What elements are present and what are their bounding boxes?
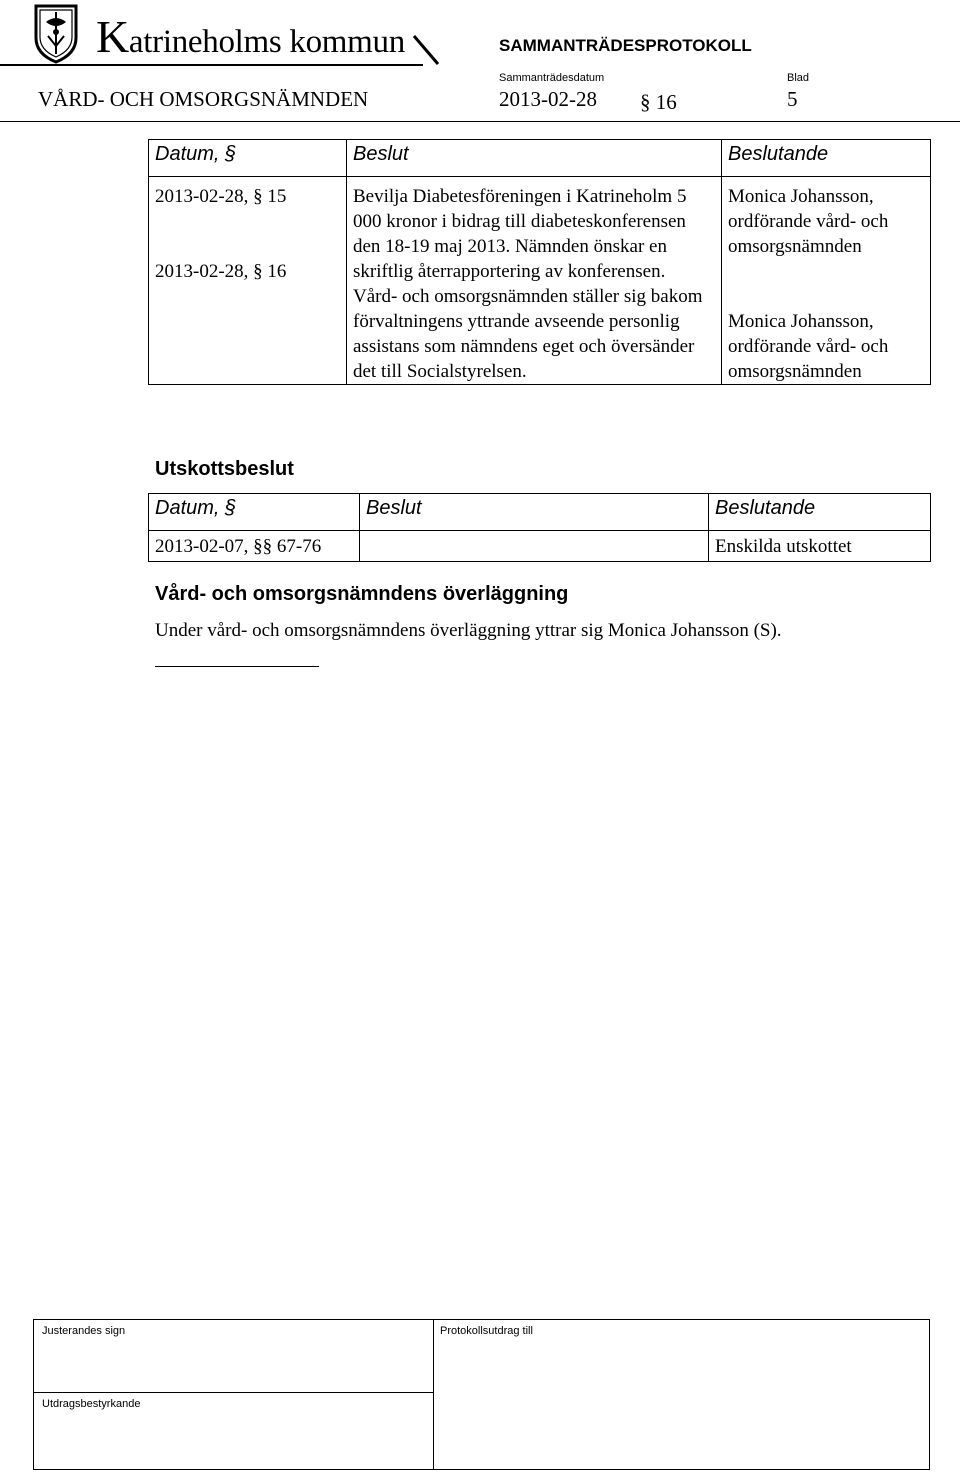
header-line	[0, 64, 93, 66]
column-header-decided-by: Beslutande	[722, 140, 931, 177]
page-label: Blad	[787, 72, 810, 84]
municipal-coat-of-arms-logo	[32, 2, 80, 64]
decision-cells-text	[347, 177, 722, 385]
end-rule	[155, 666, 319, 667]
column-header-decision: Beslut	[347, 140, 722, 177]
column-header-date: Datum, §	[149, 494, 360, 531]
paragraph-number: § 16	[640, 90, 677, 114]
table-header-row	[149, 494, 931, 531]
committee-decision-date: 2013-02-07, §§ 67-76	[149, 531, 360, 562]
committee-decided-by: Enskilda utskottet	[709, 531, 931, 562]
decided-by: Monica Johansson, ordförande vård- och omsorgsnämnden	[728, 186, 889, 257]
header-rule	[0, 121, 960, 122]
decisions-table	[148, 139, 931, 385]
signature-box	[33, 1319, 930, 1470]
meeting-date-label: Sammanträdesdatum	[499, 72, 605, 84]
decision-text: Bevilja Diabetesföreningen i Katrineholm 5 000 kronor i bidrag till diabeteskonferensen den 18-19 maj 2013. Nämnden önskar en skriftlig återrapportering av konferensen.	[353, 186, 687, 282]
document-type: SAMMANTRÄDESPROTOKOLL	[499, 36, 752, 55]
meeting-date: 2013-02-28	[499, 87, 597, 111]
committee-decisions-heading: Utskottsbeslut	[155, 458, 294, 480]
extract-to-label: Protokollsutdrag till	[440, 1325, 533, 1337]
table-row	[149, 177, 931, 385]
decision-date: 2013-02-28, § 15	[155, 186, 287, 207]
header-slash-decoration	[412, 34, 442, 66]
table-row	[149, 531, 931, 562]
decided-by: Monica Johansson, ordförande vård- och omsorgsnämnden	[728, 311, 889, 382]
signature-box-divider	[33, 1392, 433, 1393]
decision-cells-decided-by	[722, 177, 931, 385]
page-number: 5	[787, 87, 798, 111]
decision-cells-date	[149, 177, 347, 385]
column-header-date: Datum, §	[149, 140, 347, 177]
municipality-name: Katrineholms kommun	[96, 11, 405, 62]
committee-decisions-table	[148, 493, 931, 562]
deliberation-heading: Vård- och omsorgsnämndens överläggning	[155, 583, 569, 605]
adjuster-sign-label: Justerandes sign	[42, 1325, 126, 1337]
committee-decision-text	[360, 531, 709, 562]
extract-certification-label: Utdragsbestyrkande	[42, 1398, 141, 1410]
header-line	[93, 64, 423, 66]
committee-name: VÅRD- OCH OMSORGSNÄMNDEN	[38, 87, 369, 111]
column-header-decision: Beslut	[360, 494, 709, 531]
decision-date: 2013-02-28, § 16	[155, 261, 287, 282]
column-header-decided-by: Beslutande	[709, 494, 931, 531]
table-header-row	[149, 140, 931, 177]
decision-text: Vård- och omsorgsnämnden ställer sig bakom förvaltningens yttrande avseende personlig assistans som nämndens eget och översänder det till Socialstyrelsen.	[353, 286, 703, 382]
signature-box-divider	[433, 1319, 434, 1470]
deliberation-text: Under vård- och omsorgsnämndens överläggning yttrar sig Monica Johansson (S).	[155, 620, 782, 641]
